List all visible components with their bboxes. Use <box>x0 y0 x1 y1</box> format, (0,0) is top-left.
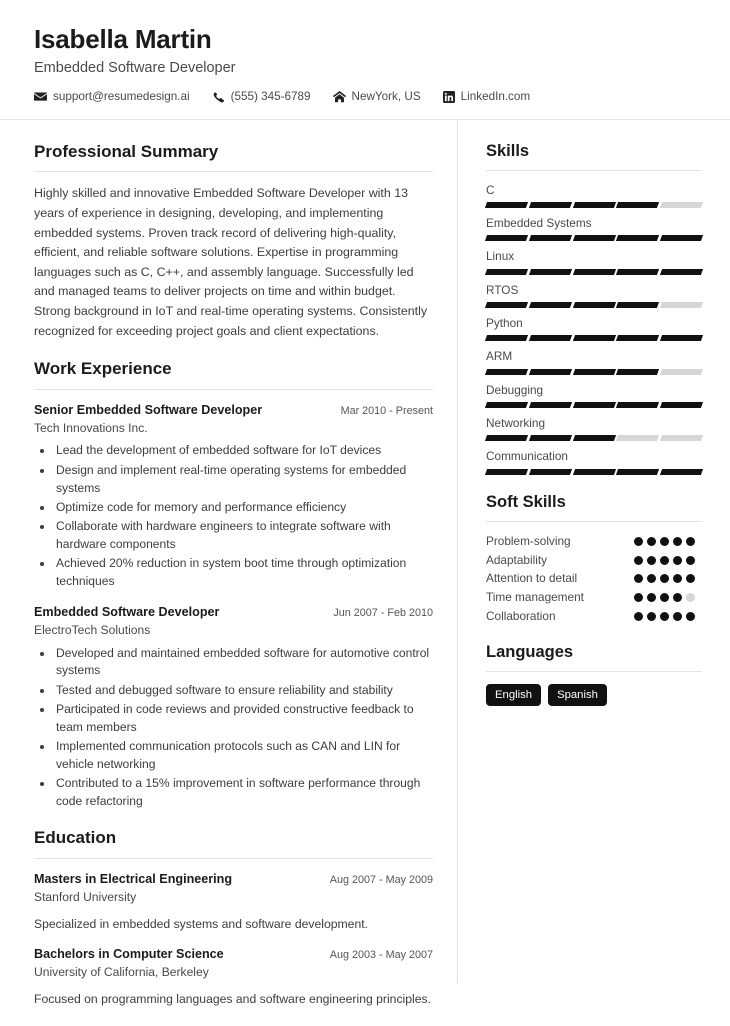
experience-bullets <box>34 645 433 811</box>
soft-skill-label: Attention to detail <box>486 571 578 586</box>
experience-date: Mar 2010 - Present <box>340 404 433 417</box>
soft-skill-item <box>486 571 702 587</box>
phone-icon <box>212 90 225 103</box>
job-title: Embedded Software Developer <box>34 60 236 77</box>
section-title-soft-skills: Soft Skills <box>486 492 566 511</box>
contact-location[interactable] <box>333 90 421 103</box>
skill-bar-segment <box>573 402 616 408</box>
skill-bar-segment <box>485 335 528 341</box>
skill-bar-segment <box>529 269 572 275</box>
envelope-icon <box>34 90 47 103</box>
list-item: • Optimize code for memory and performance efficiency <box>54 499 433 517</box>
rating-dot <box>686 556 695 565</box>
skill-bar-segment <box>529 235 572 241</box>
skill-level-bar <box>486 435 702 441</box>
skill-bar-segment <box>660 369 703 375</box>
rating-dot <box>660 593 669 602</box>
contact-linkedin-label: LinkedIn.com <box>460 89 531 103</box>
skill-item <box>486 349 702 374</box>
skill-item <box>486 449 702 474</box>
skill-item <box>486 416 702 441</box>
skill-item <box>486 383 702 408</box>
education-entry-head <box>34 871 433 888</box>
skill-item <box>486 283 702 308</box>
rating-dot <box>647 612 656 621</box>
skill-bar-segment <box>573 369 616 375</box>
education-description: Focused on programming languages and software engineering principles. <box>34 991 432 1006</box>
rating-dot <box>647 537 656 546</box>
soft-skill-item <box>486 609 702 625</box>
skill-level-bar <box>486 369 702 375</box>
soft-skill-item <box>486 534 702 550</box>
rating-dot <box>647 593 656 602</box>
contact-phone-label: (555) 345-6789 <box>230 89 311 103</box>
education-entry <box>34 946 433 1008</box>
section-rule <box>34 171 433 172</box>
experience-entry-head <box>34 604 433 621</box>
skill-label: Embedded Systems <box>486 216 592 231</box>
skill-bar-segment <box>616 235 659 241</box>
home-icon <box>333 90 346 103</box>
skill-bar-segment <box>573 202 616 208</box>
skill-label: Debugging <box>486 382 544 397</box>
section-rule <box>486 521 702 522</box>
language-tag[interactable]: Spanish <box>548 684 607 706</box>
education-date: Aug 2003 - May 2007 <box>329 949 433 962</box>
section-rule <box>34 858 433 859</box>
section-work-experience <box>34 359 433 810</box>
rating-dot <box>634 537 643 546</box>
skill-bar-segment <box>485 302 528 308</box>
skill-bar-segment <box>573 302 616 308</box>
skill-bar-segment <box>573 269 616 275</box>
section-title-languages: Languages <box>486 643 574 662</box>
rating-dot <box>686 537 695 546</box>
rating-dot <box>647 556 656 565</box>
contact-row <box>34 90 700 103</box>
contact-linkedin[interactable] <box>443 91 531 103</box>
skill-bar-segment <box>529 335 572 341</box>
skill-bar-segment <box>660 269 703 275</box>
experience-organization: Tech Innovations Inc. <box>34 420 148 435</box>
languages-list <box>486 684 702 706</box>
resume-body <box>0 120 730 1026</box>
section-education <box>34 828 433 1008</box>
skill-bar-segment <box>616 369 659 375</box>
contact-location-label: NewYork, US <box>351 89 421 103</box>
skill-label: ARM <box>486 349 513 364</box>
skill-label: Communication <box>486 449 568 464</box>
rating-dot <box>673 556 682 565</box>
section-title-education: Education <box>34 828 117 848</box>
page-title: Isabella Martin <box>34 24 212 54</box>
skill-bar-segment <box>485 202 528 208</box>
skill-bar-segment <box>573 235 616 241</box>
skill-level-bar <box>486 402 702 408</box>
skill-bar-segment <box>485 235 528 241</box>
skill-bar-segment <box>616 469 659 475</box>
list-item: • Collaborate with hardware engineers to integrate software with hardware components <box>54 518 433 554</box>
experience-bullets <box>34 442 433 590</box>
list-item: • Participated in code reviews and provided constructive feedback to team members <box>54 701 433 737</box>
rating-dot <box>673 593 682 602</box>
skill-bar-segment <box>485 435 528 441</box>
skill-bar-segment <box>573 469 616 475</box>
skill-bar-segment <box>660 202 703 208</box>
experience-role: Embedded Software Developer <box>34 604 220 619</box>
rating-dot <box>660 574 669 583</box>
contact-email[interactable] <box>34 90 190 103</box>
section-title-experience: Work Experience <box>34 359 172 379</box>
rating-dot <box>634 574 643 583</box>
skill-label: Linux <box>486 249 515 264</box>
section-languages <box>486 643 702 706</box>
skill-item <box>486 249 702 274</box>
skill-bar-segment <box>529 302 572 308</box>
skill-bar-segment <box>485 369 528 375</box>
list-item: • Lead the development of embedded software for IoT devices <box>54 442 433 460</box>
rating-dot <box>647 574 656 583</box>
skill-label: Networking <box>486 416 546 431</box>
skill-bar-segment <box>660 402 703 408</box>
skill-bar-segment <box>529 435 572 441</box>
list-item: • Tested and debugged software to ensure reliability and stability <box>54 682 433 700</box>
list-item: • Developed and maintained embedded software for automotive control systems <box>54 645 433 681</box>
soft-skill-rating <box>634 571 702 583</box>
skill-level-bar <box>486 235 702 241</box>
list-item: • Implemented communication protocols such as CAN and LIN for vehicle networking <box>54 738 433 774</box>
skill-bar-segment <box>573 335 616 341</box>
section-soft-skills <box>486 493 702 625</box>
rating-dot <box>686 612 695 621</box>
linkedin-icon <box>443 91 455 103</box>
skill-label: Python <box>486 316 523 331</box>
soft-skill-item <box>486 553 702 569</box>
summary-text: Highly skilled and innovative Embedded Software Developer with 13 years of experience in designing, developing, and implementing embedded systems. Proven track record of delivering high-quality, efficient, and reliable software solutions. Expertise in programming languages such as C, C++, and assembly language. Successfully led and managed teams to deliver projects on time and within budget. Strong background in IoT and real-time operating systems. Consistently recognized for exceeding project goals and client expectations. <box>34 186 428 338</box>
section-title-skills: Skills <box>486 142 530 161</box>
section-rule <box>486 170 702 171</box>
skill-bar-segment <box>660 435 703 441</box>
section-rule <box>34 389 433 390</box>
soft-skills-list <box>486 534 702 626</box>
language-tag[interactable]: English <box>486 684 541 706</box>
soft-skill-label: Adaptability <box>486 552 547 567</box>
section-skills <box>486 142 702 475</box>
skill-item <box>486 316 702 341</box>
skill-item <box>486 183 702 208</box>
soft-skill-rating <box>634 609 702 621</box>
skill-item <box>486 216 702 241</box>
skill-level-bar <box>486 302 702 308</box>
soft-skill-item <box>486 590 702 606</box>
skill-level-bar <box>486 202 702 208</box>
resume-header <box>0 0 730 120</box>
soft-skill-rating <box>634 534 702 546</box>
skill-bar-segment <box>485 269 528 275</box>
skill-level-bar <box>486 469 702 475</box>
skill-bar-segment <box>573 435 616 441</box>
education-degree: Masters in Electrical Engineering <box>34 871 233 886</box>
experience-organization: ElectroTech Solutions <box>34 622 151 637</box>
skill-bar-segment <box>529 402 572 408</box>
education-degree: Bachelors in Computer Science <box>34 947 224 962</box>
experience-role: Senior Embedded Software Developer <box>34 402 263 417</box>
rating-dot <box>660 537 669 546</box>
section-professional-summary <box>34 142 433 341</box>
rating-dot <box>673 574 682 583</box>
section-title-summary: Professional Summary <box>34 142 219 162</box>
rating-dot <box>660 612 669 621</box>
skill-bar-segment <box>660 235 703 241</box>
skill-bar-segment <box>616 269 659 275</box>
skill-label: C <box>486 182 495 197</box>
rating-dot <box>634 593 643 602</box>
skill-bar-segment <box>616 202 659 208</box>
experience-entry <box>34 402 433 591</box>
education-entry <box>34 871 433 933</box>
rating-dot <box>673 537 682 546</box>
experience-date: Jun 2007 - Feb 2010 <box>333 606 433 619</box>
education-date: Aug 2007 - May 2009 <box>329 873 433 886</box>
section-rule <box>486 671 702 672</box>
rating-dot <box>660 556 669 565</box>
education-description: Specialized in embedded systems and software development. <box>34 916 368 931</box>
education-school: Stanford University <box>34 889 137 904</box>
contact-phone[interactable] <box>212 90 311 103</box>
skill-bar-segment <box>660 469 703 475</box>
contact-email-label: support@resumedesign.ai <box>53 89 190 103</box>
sidebar-column <box>458 120 730 724</box>
education-entry-head <box>34 946 433 963</box>
rating-dot <box>673 612 682 621</box>
rating-dot <box>634 612 643 621</box>
soft-skill-label: Collaboration <box>486 609 556 624</box>
list-item: • Contributed to a 15% improvement in software performance through code refactoring <box>54 775 433 811</box>
skill-bar-segment <box>616 335 659 341</box>
list-item: • Design and implement real-time operating systems for embedded systems <box>54 462 433 498</box>
skill-bar-segment <box>485 402 528 408</box>
skill-bar-segment <box>616 402 659 408</box>
education-school: University of California, Berkeley <box>34 965 209 980</box>
soft-skill-rating <box>634 590 702 602</box>
skill-bar-segment <box>660 335 703 341</box>
skills-list <box>486 183 702 475</box>
soft-skill-label: Problem-solving <box>486 533 571 548</box>
skill-level-bar <box>486 269 702 275</box>
list-item: • Achieved 20% reduction in system boot time through optimization techniques <box>54 555 433 591</box>
skill-bar-segment <box>529 469 572 475</box>
experience-entry <box>34 604 433 811</box>
skill-level-bar <box>486 335 702 341</box>
skill-bar-segment <box>660 302 703 308</box>
soft-skill-label: Time management <box>486 590 584 605</box>
rating-dot <box>686 593 695 602</box>
skill-bar-segment <box>616 302 659 308</box>
skill-label: RTOS <box>486 282 519 297</box>
main-column <box>0 120 457 1026</box>
rating-dot <box>686 574 695 583</box>
rating-dot <box>634 556 643 565</box>
experience-entry-head <box>34 402 433 419</box>
skill-bar-segment <box>485 469 528 475</box>
skill-bar-segment <box>529 202 572 208</box>
skill-bar-segment <box>616 435 659 441</box>
skill-bar-segment <box>529 369 572 375</box>
soft-skill-rating <box>634 553 702 565</box>
